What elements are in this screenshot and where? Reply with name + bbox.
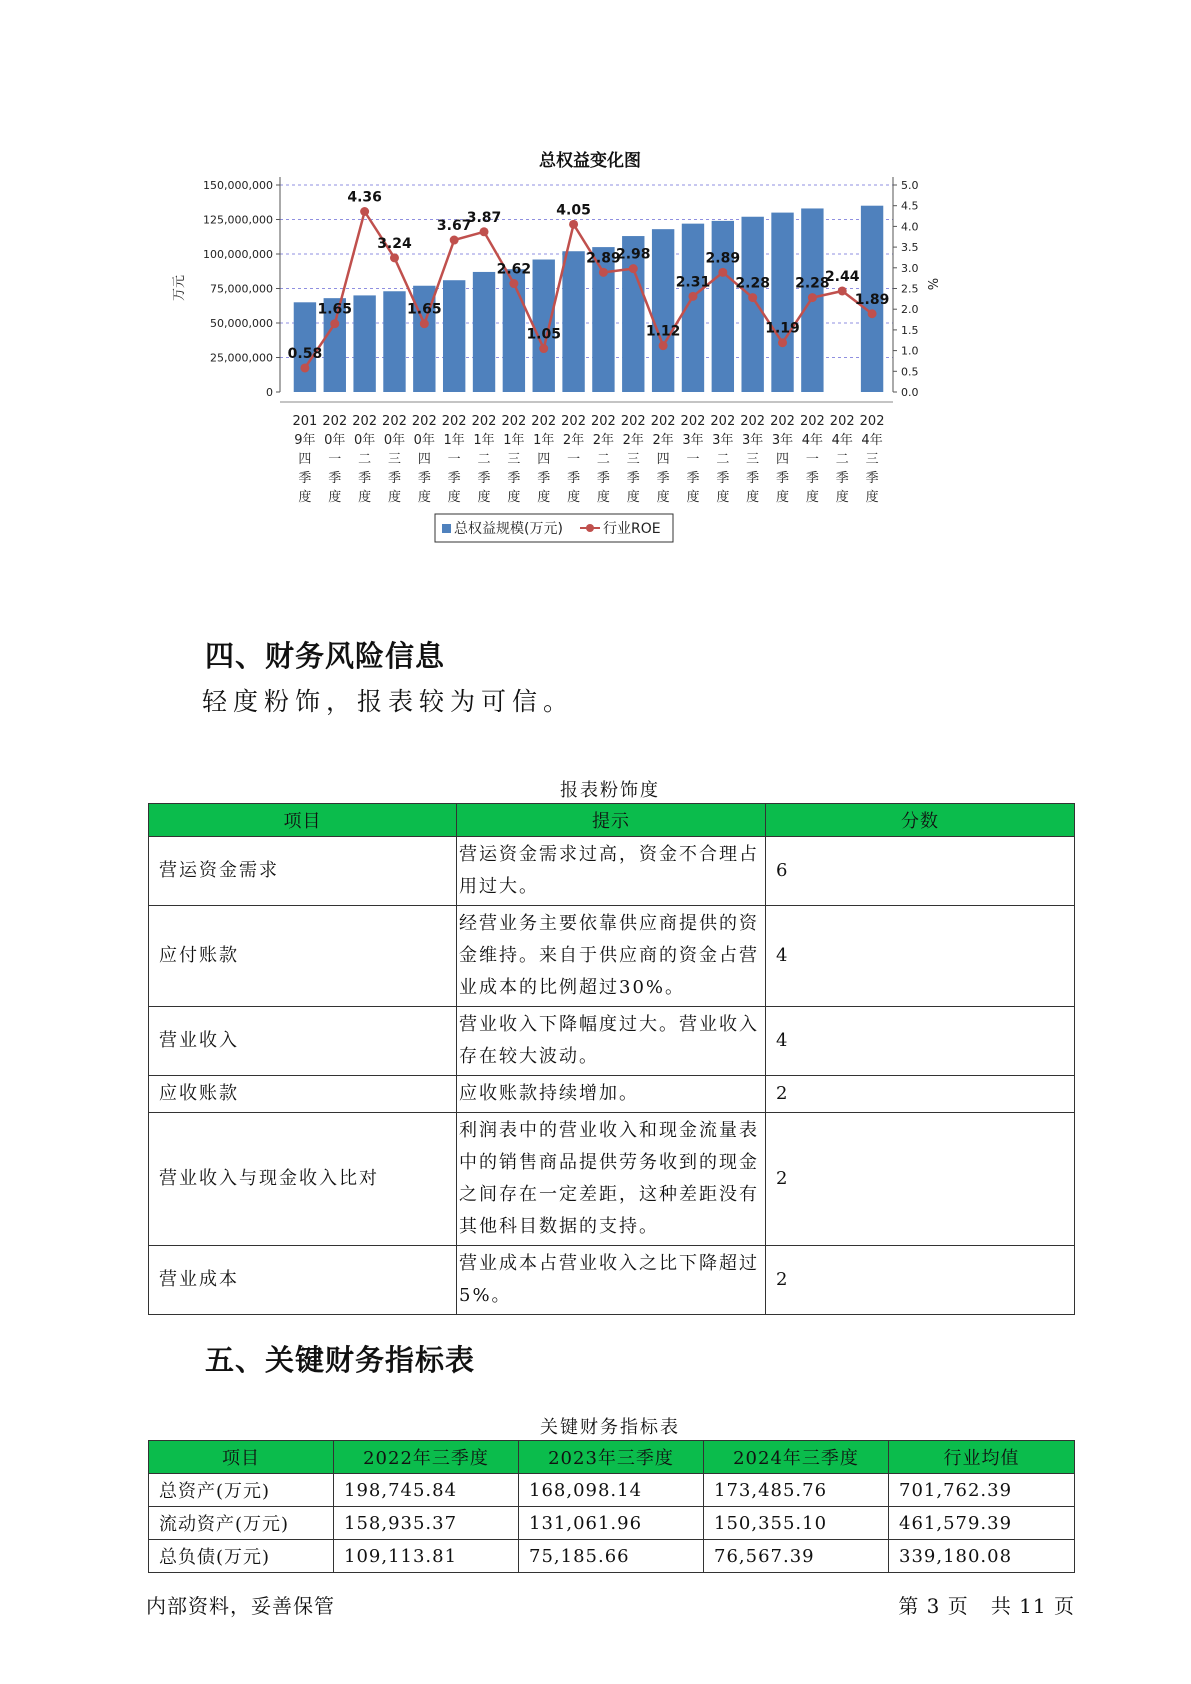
roe-data-label: 0.58 (287, 345, 323, 362)
cell-value: 173,485.76 (704, 1474, 889, 1507)
x-tick-label: 二 (358, 452, 372, 467)
x-tick-label: 季 (686, 471, 700, 486)
table-row (149, 837, 1075, 906)
roe-point (688, 292, 697, 301)
roe-point (300, 363, 309, 372)
cell-value: 701,762.39 (889, 1474, 1075, 1507)
x-tick-label: 4年 (831, 433, 853, 448)
x-axis-labels (293, 414, 885, 505)
x-tick-label: 202 (471, 414, 497, 429)
y-right-tick-label: 2.0 (901, 303, 919, 317)
roe-point (838, 286, 847, 295)
roe-data-label: 3.67 (436, 218, 472, 235)
roe-point (659, 341, 668, 350)
y-right-tick-label: 1.5 (901, 323, 919, 337)
x-tick-label: 季 (746, 471, 760, 486)
x-tick-label: 202 (710, 414, 736, 429)
y-left-tick-label: 125,000,000 (203, 213, 273, 227)
row-item: 应收账款 (149, 1076, 457, 1113)
x-tick-label: 9年 (294, 433, 316, 448)
x-tick-label: 度 (537, 490, 551, 505)
y-right-tick-label: 5.0 (901, 179, 919, 192)
roe-line-series (288, 189, 890, 372)
x-tick-label: 季 (835, 471, 849, 486)
x-tick-label: 202 (411, 414, 437, 429)
x-tick-label: 度 (387, 490, 401, 505)
x-tick-label: 度 (865, 490, 879, 505)
x-tick-label: 202 (829, 414, 855, 429)
cell-value: 131,061.96 (519, 1507, 704, 1540)
cell-value: 461,579.39 (889, 1507, 1075, 1540)
x-tick-label: 度 (596, 490, 610, 505)
footer-right: 第 3 页 共 11 页 (898, 1594, 1075, 1618)
y-left-tick-label: 50,000,000 (210, 317, 273, 330)
row-item: 营业收入 (149, 1007, 457, 1076)
table-row (149, 1113, 1075, 1246)
x-tick-label: 202 (740, 414, 766, 429)
y-right-tick-label: 0.5 (901, 365, 919, 379)
x-tick-label: 度 (716, 490, 730, 505)
row-tip: 营业收入下降幅度过大。营业收入存在较大波动。 (457, 1007, 766, 1076)
y-right-tick-label: 0.0 (901, 386, 919, 399)
x-tick-label: 季 (477, 471, 491, 486)
row-score: 6 (766, 837, 1075, 906)
x-tick-label: 季 (507, 471, 521, 486)
section5-heading: 五、关键财务指标表 (205, 1343, 476, 1377)
x-tick-label: 三 (507, 452, 521, 467)
x-tick-label: 一 (686, 452, 700, 467)
equity-bar (771, 213, 793, 392)
chart-legend (435, 514, 673, 542)
x-tick-label: 4年 (801, 433, 824, 448)
y-left-tick-label: 25,000,000 (210, 351, 273, 365)
x-tick-label: 三 (865, 452, 879, 467)
x-tick-label: 1年 (443, 433, 465, 448)
roe-data-label: 3.87 (466, 209, 502, 226)
x-tick-label: 202 (859, 414, 885, 429)
x-tick-label: 季 (387, 471, 401, 486)
x-tick-label: 季 (716, 471, 730, 486)
x-tick-label: 202 (561, 414, 586, 429)
equity-bar (652, 229, 674, 392)
x-tick-label: 季 (417, 471, 431, 486)
x-tick-label: 三 (626, 452, 640, 467)
x-tick-label: 201 (292, 414, 318, 429)
x-tick-label: 3年 (712, 433, 734, 448)
y-right-tick-label: 3.0 (901, 261, 919, 275)
row-tip: 利润表中的营业收入和现金流量表中的销售商品提供劳务收到的现金之间存在一定差距，这种差距没有其他科目数据的支持。 (457, 1113, 766, 1246)
risk-table-header (149, 804, 1075, 837)
x-tick-label: 四 (656, 452, 670, 467)
roe-point (718, 268, 727, 277)
x-tick-label: 度 (686, 490, 700, 505)
x-tick-label: 0年 (383, 433, 406, 448)
x-tick-label: 一 (328, 452, 342, 467)
x-tick-label: 度 (417, 490, 431, 505)
x-tick-label: 二 (835, 452, 849, 467)
roe-data-label: 2.89 (705, 250, 741, 267)
cell-value: 75,185.66 (519, 1540, 704, 1573)
x-tick-label: 二 (596, 452, 610, 467)
x-tick-label: 度 (298, 490, 312, 505)
x-tick-label: 0年 (324, 433, 346, 448)
x-tick-label: 3年 (771, 433, 794, 448)
x-tick-label: 一 (447, 452, 461, 467)
roe-data-label: 1.65 (407, 301, 442, 318)
x-tick-label: 度 (656, 490, 670, 505)
bar-series (294, 206, 884, 392)
row-item: 营运资金需求 (149, 837, 457, 906)
table-row (149, 1007, 1075, 1076)
section4-heading: 四、财务风险信息 (205, 639, 446, 673)
x-tick-label: 季 (626, 471, 640, 486)
risk-table-caption: 报表粉饰度 (560, 780, 660, 801)
x-tick-label: 四 (417, 452, 431, 467)
roe-data-label: 1.12 (645, 323, 681, 340)
header-industry-avg: 行业均值 (889, 1441, 1075, 1474)
roe-point (450, 236, 459, 245)
x-tick-label: 3年 (742, 433, 764, 448)
legend-line-swatch (586, 524, 594, 532)
x-tick-label: 度 (447, 490, 461, 505)
row-tip: 应收账款持续增加。 (457, 1076, 766, 1113)
row-item: 流动资产(万元) (149, 1507, 334, 1540)
equity-bar (443, 280, 465, 392)
roe-point (420, 319, 429, 328)
x-tick-label: 2年 (652, 433, 674, 448)
x-tick-label: 202 (770, 414, 795, 429)
y-left-tick-label: 100,000,000 (203, 248, 273, 261)
row-item: 总资产(万元) (149, 1474, 334, 1507)
table-row (149, 1076, 1075, 1113)
equity-bar (353, 295, 375, 392)
row-item: 营业成本 (149, 1246, 457, 1315)
x-tick-label: 202 (799, 414, 825, 429)
legend-line-label: 行业ROE (603, 521, 661, 537)
row-score: 4 (766, 1007, 1075, 1076)
roe-point (778, 338, 787, 347)
y-right-tick-label: 4.0 (901, 220, 919, 234)
x-tick-label: 度 (328, 490, 342, 505)
x-tick-label: 202 (322, 414, 348, 429)
roe-data-label: 1.65 (317, 301, 353, 318)
x-tick-label: 度 (626, 490, 640, 505)
footer-left: 内部资料，妥善保管 (146, 1594, 335, 1618)
cell-value: 339,180.08 (889, 1540, 1075, 1573)
x-tick-label: 202 (650, 414, 676, 429)
x-tick-label: 季 (776, 471, 790, 486)
equity-bar (712, 221, 734, 392)
x-tick-label: 度 (746, 490, 760, 505)
row-score: 2 (766, 1113, 1075, 1246)
x-tick-label: 202 (501, 414, 527, 429)
legend-bar-label: 总权益规模(万元) (454, 521, 563, 537)
table-row (149, 1507, 1075, 1540)
x-tick-label: 0年 (413, 433, 435, 448)
x-tick-label: 202 (441, 414, 467, 429)
risk-summary: 轻度粉饰，报表较为可信。 (202, 687, 575, 716)
x-tick-label: 度 (805, 490, 819, 505)
roe-point (868, 309, 877, 318)
x-tick-label: 二 (477, 452, 491, 467)
roe-point (390, 253, 399, 262)
x-tick-label: 度 (507, 490, 521, 505)
roe-data-label: 2.98 (616, 246, 651, 263)
roe-data-label: 4.05 (556, 202, 591, 219)
x-tick-label: 2年 (592, 433, 615, 448)
x-tick-label: 季 (328, 471, 342, 486)
row-item: 应付账款 (149, 906, 457, 1007)
table-row (149, 1540, 1075, 1573)
x-tick-label: 3年 (682, 433, 704, 448)
x-tick-label: 四 (776, 452, 790, 467)
header-item: 项目 (149, 804, 457, 837)
equity-bar (562, 251, 584, 392)
row-item: 总负债(万元) (149, 1540, 334, 1573)
cell-value: 76,567.39 (704, 1540, 889, 1573)
cell-value: 150,355.10 (704, 1507, 889, 1540)
x-tick-label: 季 (298, 471, 312, 486)
roe-data-label: 3.24 (377, 235, 412, 252)
roe-point (629, 264, 638, 273)
x-tick-label: 四 (537, 452, 551, 467)
cell-value: 198,745.84 (334, 1474, 519, 1507)
y-left-tick-label: 75,000,000 (210, 282, 273, 296)
x-tick-label: 季 (805, 471, 819, 486)
roe-data-label: 2.62 (496, 261, 532, 278)
roe-data-label: 2.28 (735, 275, 770, 292)
equity-bar (741, 217, 763, 392)
row-score: 4 (766, 906, 1075, 1007)
x-tick-label: 2年 (622, 433, 644, 448)
kpi-table-caption: 关键财务指标表 (540, 1417, 680, 1438)
roe-data-label: 2.44 (824, 268, 860, 285)
x-tick-label: 0年 (353, 433, 376, 448)
roe-point (539, 344, 548, 353)
roe-point (808, 293, 817, 302)
table-row (149, 1474, 1075, 1507)
cell-value: 168,098.14 (519, 1474, 704, 1507)
y-right-tick-label: 4.5 (901, 199, 919, 213)
x-tick-label: 季 (447, 471, 461, 486)
kpi-table (148, 1440, 1075, 1573)
equity-bar (383, 291, 405, 392)
x-tick-label: 度 (358, 490, 372, 505)
cell-value: 158,935.37 (334, 1507, 519, 1540)
x-tick-label: 度 (567, 490, 581, 505)
roe-point (748, 293, 757, 302)
x-tick-label: 度 (477, 490, 491, 505)
x-tick-label: 202 (620, 414, 646, 429)
x-tick-label: 一 (567, 452, 581, 467)
x-tick-label: 202 (591, 414, 616, 429)
roe-point (509, 279, 518, 288)
x-tick-label: 202 (531, 414, 557, 429)
cell-value: 109,113.81 (334, 1540, 519, 1573)
y-left-label: 万元 (172, 274, 187, 302)
header-2023q3: 2023年三季度 (519, 1441, 704, 1474)
header-2022q3: 2022年三季度 (334, 1441, 519, 1474)
x-tick-label: 202 (352, 414, 378, 429)
roe-point (480, 227, 489, 236)
row-tip: 营业成本占营业收入之比下降超过5%。 (457, 1246, 766, 1315)
y-left-tick-label: 0 (266, 386, 273, 399)
row-score: 2 (766, 1076, 1075, 1113)
roe-point (599, 268, 608, 277)
roe-data-label: 2.28 (795, 275, 830, 292)
x-tick-label: 4年 (861, 433, 883, 448)
roe-data-label: 1.89 (854, 291, 890, 308)
header-score: 分数 (766, 804, 1075, 837)
table-row (149, 906, 1075, 1007)
roe-data-label: 4.36 (347, 189, 382, 206)
x-tick-label: 2年 (562, 433, 585, 448)
y-left-tick-label: 150,000,000 (203, 179, 273, 192)
risk-table (148, 803, 1075, 1315)
x-tick-label: 1年 (473, 433, 495, 448)
roe-point (569, 220, 578, 229)
y-right-tick-label: 1.0 (901, 344, 919, 358)
x-tick-label: 季 (656, 471, 670, 486)
x-tick-label: 202 (382, 414, 407, 429)
x-tick-label: 度 (776, 490, 790, 505)
x-tick-label: 季 (567, 471, 581, 486)
roe-point (330, 319, 339, 328)
kpi-table-header (149, 1441, 1075, 1474)
y-right-label: % (924, 277, 939, 291)
x-tick-label: 三 (387, 452, 401, 467)
x-tick-label: 度 (835, 490, 849, 505)
roe-point (360, 207, 369, 216)
x-tick-label: 季 (596, 471, 610, 486)
row-score: 2 (766, 1246, 1075, 1315)
row-tip: 经营业务主要依靠供应商提供的资金维持。来自于供应商的资金占营业成本的比例超过30%。 (457, 906, 766, 1007)
x-tick-label: 1年 (533, 433, 555, 448)
roe-data-label: 1.19 (765, 320, 800, 337)
x-tick-label: 三 (746, 452, 760, 467)
y-right-tick-label: 2.5 (901, 282, 919, 296)
header-tip: 提示 (457, 804, 766, 837)
table-row (149, 1246, 1075, 1315)
header-item: 项目 (149, 1441, 334, 1474)
y-right-tick-label: 3.5 (901, 241, 919, 255)
row-item: 营业收入与现金收入比对 (149, 1113, 457, 1246)
header-2024q3: 2024年三季度 (704, 1441, 889, 1474)
roe-data-label: 2.89 (586, 250, 621, 267)
x-tick-label: 1年 (503, 433, 525, 448)
x-tick-label: 一 (805, 452, 819, 467)
x-tick-label: 二 (716, 452, 730, 467)
roe-data-label: 1.05 (526, 326, 561, 343)
x-tick-label: 202 (680, 414, 706, 429)
x-tick-label: 季 (865, 471, 879, 486)
equity-change-chart (150, 140, 1050, 600)
roe-data-label: 2.31 (675, 274, 711, 291)
legend-bar-swatch (442, 524, 451, 533)
row-tip: 营运资金需求过高，资金不合理占用过大。 (457, 837, 766, 906)
chart-title: 总权益变化图 (539, 151, 641, 171)
x-tick-label: 季 (358, 471, 372, 486)
x-tick-label: 季 (537, 471, 551, 486)
equity-bar (473, 272, 495, 392)
x-tick-label: 四 (298, 452, 312, 467)
